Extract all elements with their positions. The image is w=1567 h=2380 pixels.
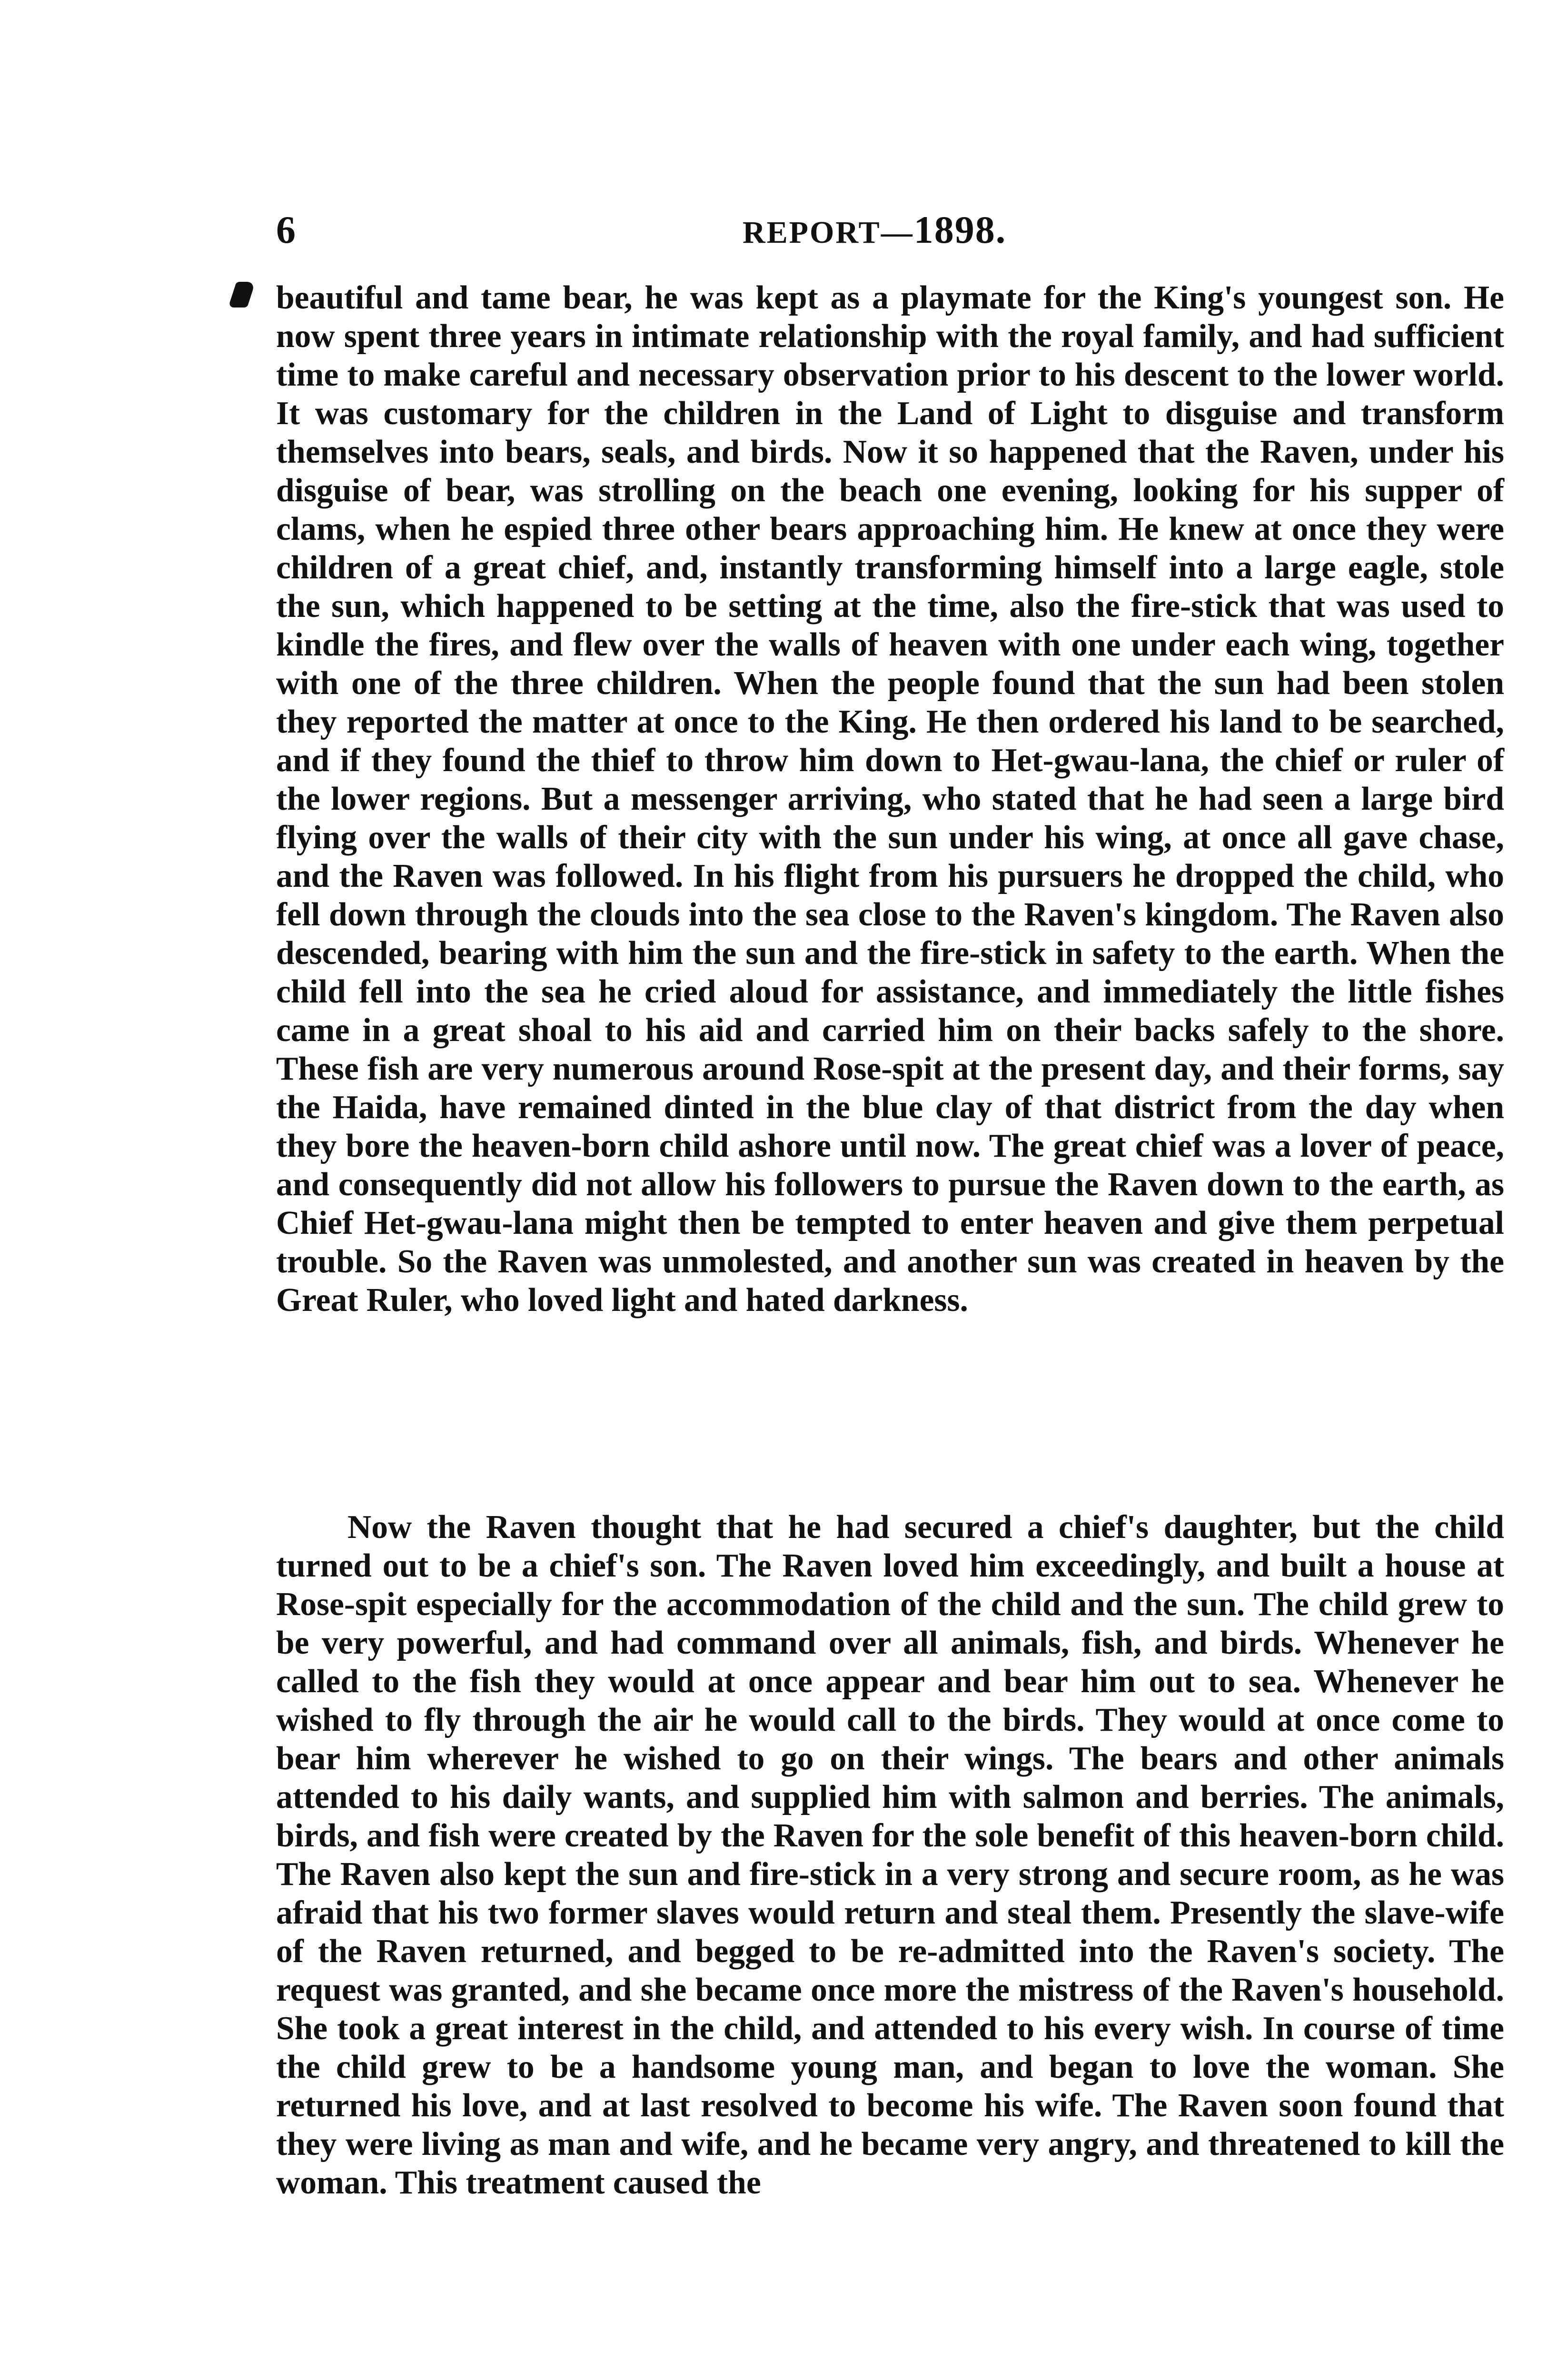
running-head-year: 1898. (913, 208, 1007, 251)
body-paragraph: Now the Raven thought that he had secured a chief's daughter, but the child turned out to be a chief's son. The Raven loved him exceedingly, and built a house at Rose-spit especially for the accommodation of the child and the sun. The child grew to be very powerful, and had command over all animals, fish, and birds. Whenever he called to the fish they would at once appear and bear him out to sea. Whenever he wished to fly through the air he would call to the birds. They would at once come to bear him wherever he wished to go on their wings. The bears and other animals attended to his daily wants, and supplied him with salmon and berries. The animals, birds, and fish were created by the Raven for the sole benefit of this heaven-born child. The Raven also kept the sun and fire-stick in a very strong and secure room, as he was afraid that his two former slaves would return and steal them. Presently the slave-wife of the Raven returned, and begged to be re-admitted into the Raven's society. The request was granted, and she became once more the mistress of the Raven's household. She took a great interest in the child, and attended to his every wish. In course of time the child grew to be a handsome young man, and began to love the woman. She returned his love, and at last resolved to become his wife. The Raven soon found that they were living as man and wife, and he became very angry, and threatened to kill the woman. This treatment caused the (276, 1509, 1504, 2201)
running-head-title: REPORT— (743, 215, 914, 250)
page-number: 6 (276, 208, 296, 251)
page-header (276, 204, 1504, 256)
body-paragraph: beautiful and tame bear, he was kept as a playmate for the King's youngest son. He now spent three years in intimate relationship with the royal family, and had sufficient time to make careful and necessary observation prior to his descent to the lower world. It was customary for the children in the Land of Light to disguise and transform themselves into bears, seals, and birds. Now it so happened that the Raven, under his disguise of bear, was strolling on the beach one evening, looking for his supper of clams, when he espied three other bears approaching him. He knew at once they were children of a great chief, and, instantly transforming himself into a large eagle, stole the sun, which happened to be setting at the time, also the fire-stick that was used to kindle the fires, and flew over the walls of heaven with one under each wing, together with one of the three children. When the people found that the sun had been stolen they reported the matter at once to the King. He then ordered his land to be searched, and if they found the thief to throw him down to Het-gwau-lana, the chief or ruler of the lower regions. But a messenger arriving, who stated that he had seen a large bird flying over the walls of their city with the sun under his wing, at once all gave chase, and the Raven was followed. In his flight from his pursuers he dropped the child, who fell down through the clouds into the sea close to the Raven's kingdom. The Raven also descended, bearing with him the sun and the fire-stick in safety to the earth. When the child fell into the sea he cried aloud for assistance, and immediately the little fishes came in a great shoal to his aid and carried him on their backs safely to the shore. These fish are very numerous around Rose-spit at the present day, and their forms, say the Haida, have remained dinted in the blue clay of that district from the day when they bore the heaven-born child ashore until now. The great chief was a lover of peace, and consequently did not allow his followers to pursue the Raven down to the earth, as Chief Het-gwau-lana might then be tempted to enter heaven and give them perpetual trouble. So the Raven was unmolested, and another sun was created in heaven by the Great Ruler, who loved light and hated darkness. (276, 279, 1504, 1319)
running-head (743, 204, 1006, 259)
margin-ink-mark (228, 282, 256, 307)
